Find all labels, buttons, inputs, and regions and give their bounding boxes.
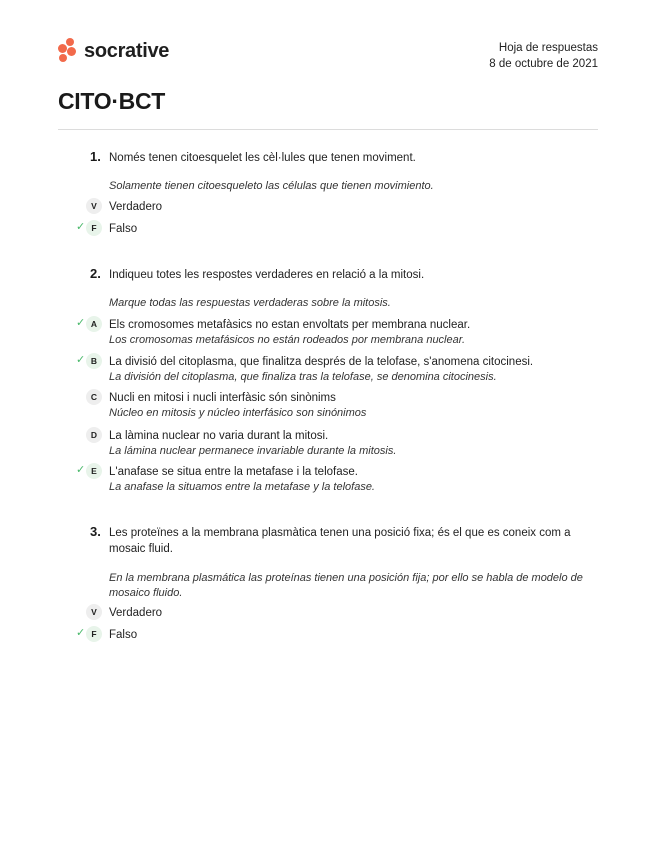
check-icon: ✓: [76, 354, 86, 366]
question-text: Indiqueu totes les respostes verdaderes en relació a la mitosi.: [109, 269, 425, 281]
option-letter: B: [86, 353, 102, 369]
option-letter: F: [86, 220, 102, 236]
question-text: Les proteïnes a la membrana plasmàtica tenen una posició fixa; és el que es coneix com a mosaic fluid.: [109, 527, 571, 555]
check-icon: ✓: [76, 627, 86, 639]
option-text: Els cromosomes metafàsics no estan envoltats per membrana nuclear.: [109, 319, 471, 331]
brand-logo: [58, 38, 169, 64]
question-translation: En la membrana plasmática las proteínas tienen una posición fija; por ello se habla de modelo de mosaico fluido.: [109, 572, 583, 599]
option-f: [76, 626, 596, 642]
option-letter: V: [86, 198, 102, 214]
option-d: [76, 427, 596, 457]
option-a: [76, 316, 596, 346]
option-letter: E: [86, 463, 102, 479]
header-meta: [489, 40, 598, 72]
option-text: Verdadero: [109, 607, 163, 619]
option-text: L'anafase se situa entre la metafase i la telofase.: [109, 466, 358, 478]
divider: [58, 129, 598, 130]
option-letter: F: [86, 626, 102, 642]
doc-type: Hoja de respuestas: [498, 42, 598, 54]
check-icon: ✓: [76, 317, 86, 329]
option-letter: D: [86, 427, 102, 443]
option-text: Verdadero: [109, 201, 163, 213]
option-v: [76, 198, 596, 214]
check-icon: ✓: [76, 221, 86, 233]
option-c: [76, 389, 596, 419]
doc-date: 8 de octubre de 2021: [489, 58, 598, 70]
option-text: Nucli en mitosi i nucli interfàsic són sinònims: [109, 392, 336, 404]
page-title: CITO·BCT: [58, 88, 166, 114]
option-text: La làmina nuclear no varia durant la mitosi.: [109, 430, 329, 442]
option-text: La divisió del citoplasma, que finalitza després de la telofase, s'anomena citocinesi.: [109, 356, 534, 368]
option-text: Falso: [109, 629, 138, 641]
option-letter: A: [86, 316, 102, 332]
option-letter: V: [86, 604, 102, 620]
question-number: 2.: [90, 266, 101, 281]
option-b: [76, 353, 596, 383]
question-number: 1.: [90, 149, 101, 164]
option-translation: Los cromosomas metafásicos no están rodeados por membrana nuclear.: [109, 334, 466, 346]
option-text: Falso: [109, 223, 138, 235]
option-translation: La división del citoplasma, que finaliza tras la telofase, se denomina citocinesis.: [109, 371, 497, 383]
check-icon: ✓: [76, 464, 86, 476]
option-translation: La lámina nuclear permanece invariable durante la mitosis.: [109, 445, 397, 457]
option-f: [76, 220, 596, 236]
page-header: [58, 36, 598, 76]
question-translation: Marque todas las respuestas verdaderas sobre la mitosis.: [109, 297, 391, 309]
option-translation: Núcleo en mitosis y núcleo interfásico son sinónimos: [109, 407, 367, 419]
question-number: 3.: [90, 524, 101, 539]
brand-name: socrative: [84, 39, 170, 62]
option-translation: La anafase la situamos entre la metafase y la telofase.: [109, 481, 375, 493]
option-e: [76, 463, 596, 493]
option-v: [76, 604, 596, 620]
socrative-logo-icon: [58, 38, 78, 64]
question-translation: Solamente tienen citoesqueleto las células que tienen movimiento.: [109, 180, 434, 192]
question-text: Només tenen citoesquelet les cèl·lules que tenen moviment.: [109, 152, 416, 164]
option-letter: C: [86, 389, 102, 405]
